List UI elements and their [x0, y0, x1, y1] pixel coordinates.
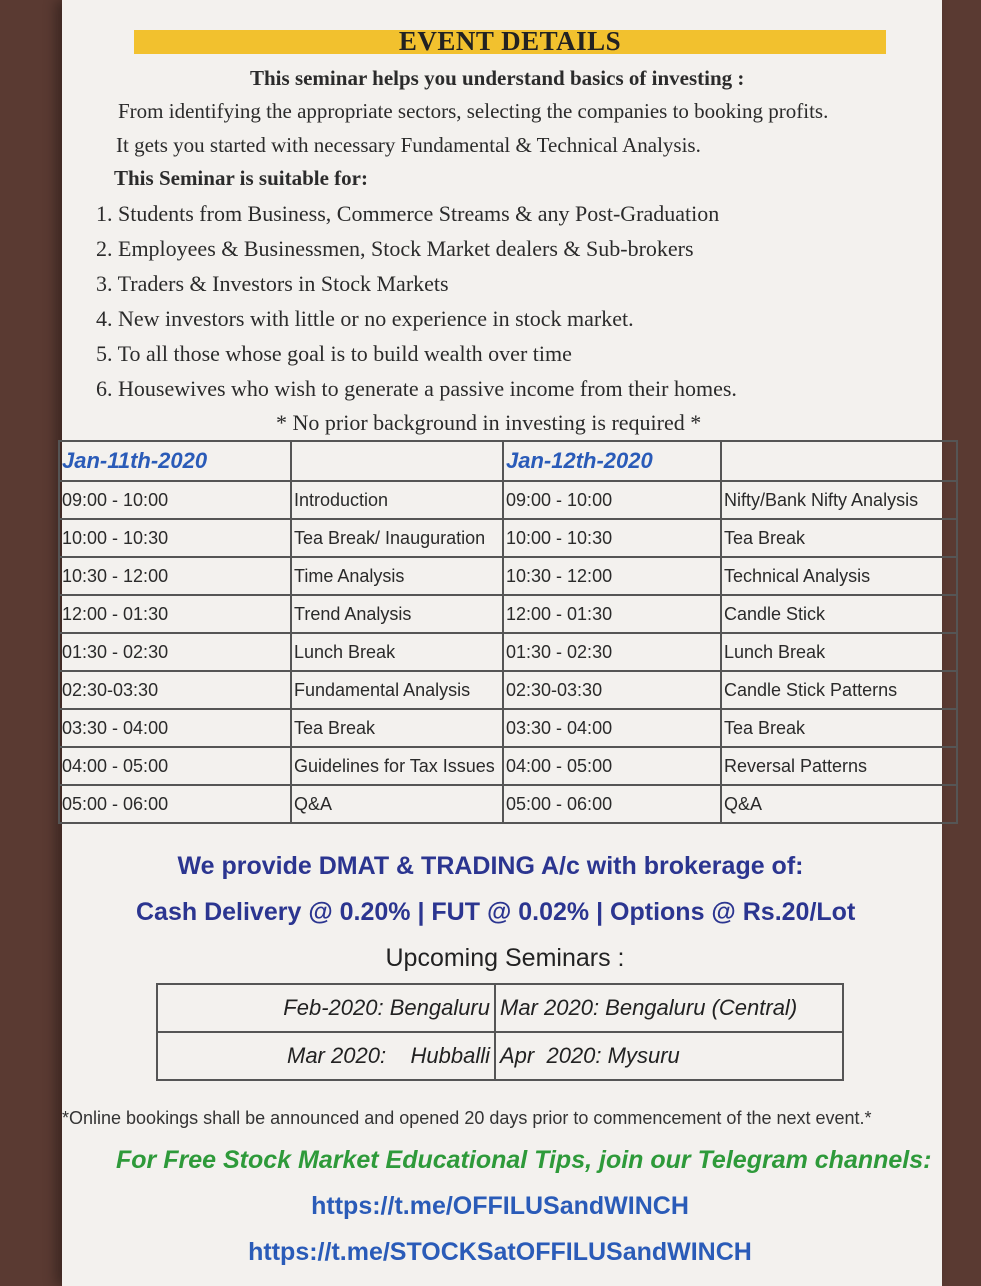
day2-session: Tea Break	[721, 709, 957, 747]
day1-time: 04:00 - 05:00	[59, 747, 291, 785]
day2-session: Reversal Patterns	[721, 747, 957, 785]
upcoming-seminars-table	[156, 983, 844, 1081]
table-row	[157, 1032, 843, 1080]
day2-date: Jan-12th-2020	[503, 441, 721, 481]
table-row	[59, 595, 957, 633]
day2-time: 01:30 - 02:30	[503, 633, 721, 671]
brokerage-rates: Cash Delivery @ 0.20% | FUT @ 0.02% | Options @ Rs.20/Lot	[136, 898, 856, 926]
table-row	[59, 481, 957, 519]
intro-text-line-2: It gets you started with necessary Fundamental & Technical Analysis.	[116, 133, 701, 157]
table-row	[59, 671, 957, 709]
list-item: 3. Traders & Investors in Stock Markets	[96, 271, 449, 296]
day2-time: 02:30-03:30	[503, 671, 721, 709]
day2-time: 09:00 - 10:00	[503, 481, 721, 519]
day1-session: Fundamental Analysis	[291, 671, 503, 709]
day2-session: Q&A	[721, 785, 957, 823]
day1-time: 05:00 - 06:00	[59, 785, 291, 823]
seminar-cell: Apr 2020: Mysuru	[495, 1032, 843, 1080]
brokerage-heading: We provide DMAT & TRADING A/c with brokerage of:	[177, 852, 804, 880]
schedule-table	[58, 440, 958, 824]
intro-heading: This seminar helps you understand basics of investing :	[250, 66, 745, 90]
day1-time: 09:00 - 10:00	[59, 481, 291, 519]
day1-session: Introduction	[291, 481, 503, 519]
seminar-cell: Feb-2020: Bengaluru	[157, 984, 495, 1032]
suitability-heading: This Seminar is suitable for:	[114, 166, 368, 190]
table-row	[59, 557, 957, 595]
day1-session: Tea Break/ Inauguration	[291, 519, 503, 557]
schedule-header-row	[59, 441, 957, 481]
day1-session: Guidelines for Tax Issues	[291, 747, 503, 785]
seminar-cell: Mar 2020: Hubballi	[157, 1032, 495, 1080]
day2-session: Technical Analysis	[721, 557, 957, 595]
header-blank-cell	[721, 441, 957, 481]
day1-time: 10:30 - 12:00	[59, 557, 291, 595]
day1-time: 12:00 - 01:30	[59, 595, 291, 633]
day2-session: Candle Stick	[721, 595, 957, 633]
day1-session: Lunch Break	[291, 633, 503, 671]
header-blank-cell	[291, 441, 503, 481]
table-row	[59, 519, 957, 557]
day1-date: Jan-11th-2020	[59, 441, 291, 481]
day1-time: 01:30 - 02:30	[59, 633, 291, 671]
day2-time: 10:30 - 12:00	[503, 557, 721, 595]
table-row	[59, 785, 957, 823]
day2-session: Tea Break	[721, 519, 957, 557]
day2-time: 03:30 - 04:00	[503, 709, 721, 747]
day1-session: Trend Analysis	[291, 595, 503, 633]
day2-time: 10:00 - 10:30	[503, 519, 721, 557]
telegram-link-1[interactable]: https://t.me/OFFILUSandWINCH	[311, 1192, 689, 1220]
day2-session: Nifty/Bank Nifty Analysis	[721, 481, 957, 519]
day1-time: 10:00 - 10:30	[59, 519, 291, 557]
list-item: 6. Housewives who wish to generate a passive income from their homes.	[96, 376, 737, 401]
day2-session: Lunch Break	[721, 633, 957, 671]
table-row	[59, 633, 957, 671]
booking-footnote: *Online bookings shall be announced and opened 20 days prior to commencement of the next event.*	[62, 1108, 872, 1128]
telegram-link-2[interactable]: https://t.me/STOCKSatOFFILUSandWINCH	[248, 1238, 752, 1266]
day1-time: 02:30-03:30	[59, 671, 291, 709]
intro-text-line-1: From identifying the appropriate sectors, selecting the companies to booking profits.	[118, 99, 829, 123]
day1-session: Q&A	[291, 785, 503, 823]
day2-time: 05:00 - 06:00	[503, 785, 721, 823]
list-item: 4. New investors with little or no experience in stock market.	[96, 306, 634, 331]
list-item: 5. To all those whose goal is to build wealth over time	[96, 341, 572, 366]
page-title: EVENT DETAILS	[398, 26, 622, 56]
list-item: 2. Employees & Businessmen, Stock Market dealers & Sub-brokers	[96, 236, 694, 261]
seminar-cell: Mar 2020: Bengaluru (Central)	[495, 984, 843, 1032]
day1-session: Time Analysis	[291, 557, 503, 595]
table-row	[59, 709, 957, 747]
prerequisite-note: * No prior background in investing is required *	[276, 410, 702, 435]
day2-session: Candle Stick Patterns	[721, 671, 957, 709]
suitability-list	[96, 199, 856, 409]
list-item: 1. Students from Business, Commerce Streams & any Post-Graduation	[96, 201, 720, 226]
day2-time: 04:00 - 05:00	[503, 747, 721, 785]
day1-session: Tea Break	[291, 709, 503, 747]
telegram-heading: For Free Stock Market Educational Tips, join our Telegram channels:	[116, 1146, 932, 1174]
day1-time: 03:30 - 04:00	[59, 709, 291, 747]
table-row	[157, 984, 843, 1032]
upcoming-seminars-heading: Upcoming Seminars :	[385, 944, 625, 972]
table-row	[59, 747, 957, 785]
day2-time: 12:00 - 01:30	[503, 595, 721, 633]
